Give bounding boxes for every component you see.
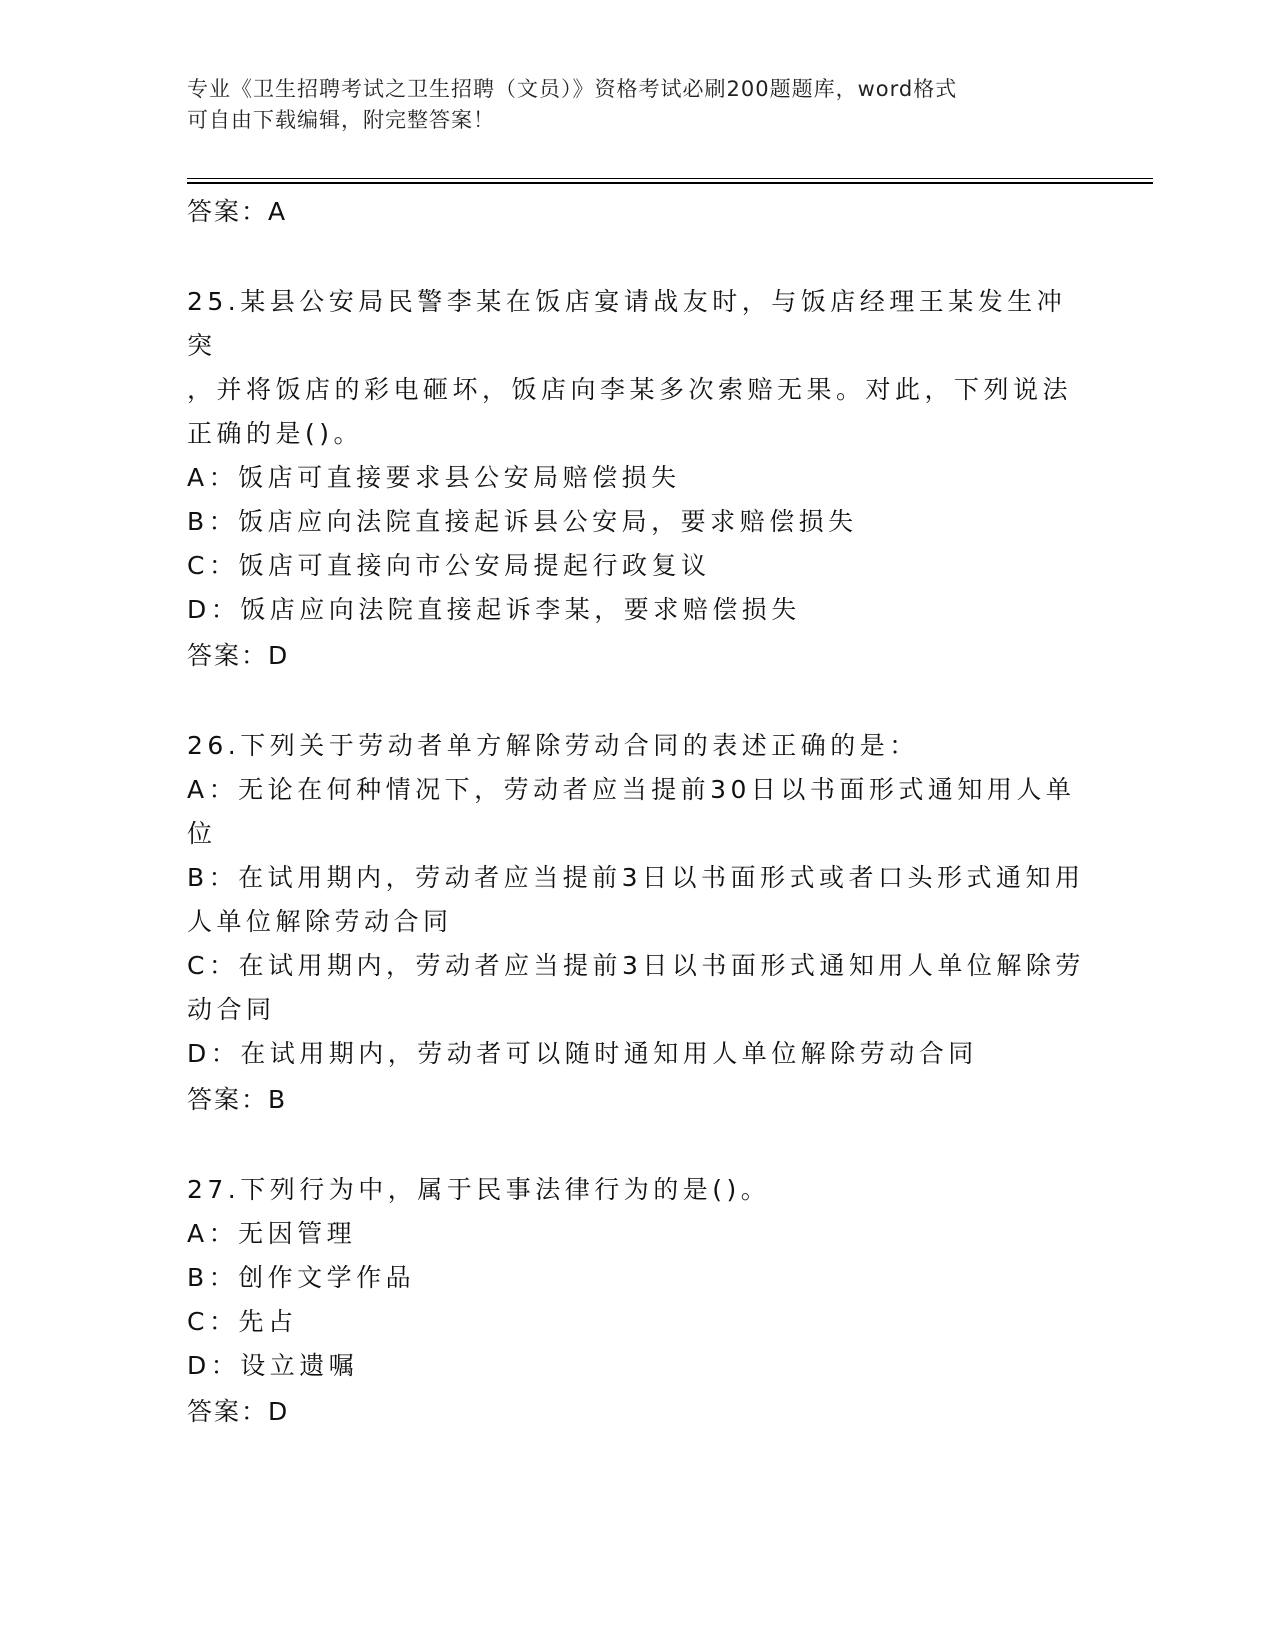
page-header: [187, 74, 1067, 136]
previous-answer: 答案：A: [187, 197, 288, 226]
question-stem-line: 27.下列行为中，属于民事法律行为的是()。: [187, 1175, 771, 1204]
answer-option-line: A：无论在何种情况下，劳动者应当提前30日以书面形式通知用人单: [187, 775, 1076, 804]
answer-option: [187, 588, 1087, 632]
answer-option-line: B：创作文学作品: [187, 1263, 416, 1292]
answer-option-line: D：饭店应向法院直接起诉李某，要求赔偿损失: [187, 595, 801, 624]
answer-option-line: C：先占: [187, 1307, 298, 1336]
answer-option: [187, 944, 1087, 1032]
answer-option-line: B：饭店应向法院直接起诉县公安局，要求赔偿损失: [187, 507, 858, 536]
answer-option-line: 位: [187, 819, 217, 848]
question-spacer: [187, 680, 1087, 724]
answer-option: [187, 1032, 1087, 1076]
answer-option: [187, 1344, 1087, 1388]
answer-key: 答案：B: [187, 1085, 288, 1114]
answer-key: 答案：D: [187, 641, 290, 670]
answer-option: [187, 768, 1087, 856]
answer-option: [187, 544, 1087, 588]
header-line-1: 专业《卫生招聘考试之卫生招聘（文员）》资格考试必刷200题题库，word格式: [187, 77, 958, 101]
answer-option: [187, 1300, 1087, 1344]
header-divider-thin: [187, 178, 1153, 179]
header-divider-thick: [187, 182, 1153, 184]
answer-option: [187, 856, 1087, 944]
answer-option-line: A：饭店可直接要求县公安局赔偿损失: [187, 463, 681, 492]
answer-option: [187, 500, 1087, 544]
answer-key: 答案：D: [187, 1397, 290, 1426]
answer-option-line: D：设立遗嘱: [187, 1351, 359, 1380]
question-list: [187, 188, 1087, 1436]
question-stem-line: 25.某县公安局民警李某在饭店宴请战友时，与饭店经理王某发生冲突: [187, 287, 1067, 360]
question-block: [187, 724, 1087, 1124]
question-block: [187, 280, 1087, 680]
answer-option-line: 人单位解除劳动合同: [187, 907, 453, 936]
answer-option-line: B：在试用期内，劳动者应当提前3日以书面形式或者口头形式通知用: [187, 863, 1085, 892]
answer-option-line: C：在试用期内，劳动者应当提前3日以书面形式通知用人单位解除劳: [187, 951, 1085, 980]
question-stem-line: 26.下列关于劳动者单方解除劳动合同的表述正确的是：: [187, 731, 919, 760]
header-line-2: 可自由下载编辑，附完整答案！: [187, 108, 495, 132]
answer-option-line: C：饭店可直接向市公安局提起行政复议: [187, 551, 711, 580]
answer-option-line: D：在试用期内，劳动者可以随时通知用人单位解除劳动合同: [187, 1039, 978, 1068]
question-stem-line: ，并将饭店的彩电砸坏，饭店向李某多次索赔无果。对此，下列说法: [187, 375, 1073, 404]
question-spacer: [187, 236, 1087, 280]
answer-option-line: A：无因管理: [187, 1219, 357, 1248]
answer-option: [187, 1256, 1087, 1300]
answer-option-line: 动合同: [187, 995, 276, 1024]
question-spacer: [187, 1124, 1087, 1168]
answer-option: [187, 456, 1087, 500]
question-block: [187, 1168, 1087, 1436]
answer-option: [187, 1212, 1087, 1256]
question-stem-line: 正确的是()。: [187, 419, 364, 448]
